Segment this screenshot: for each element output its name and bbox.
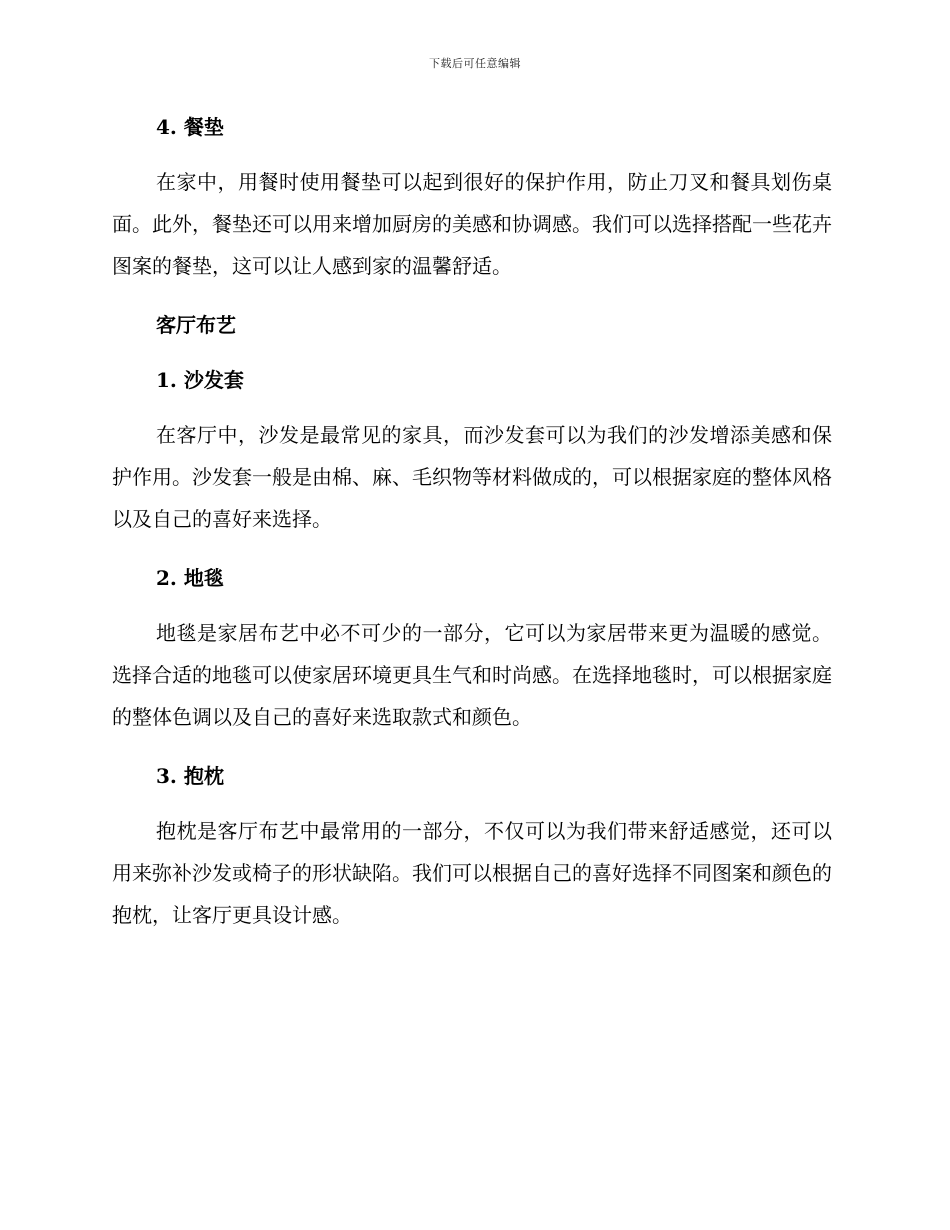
section-heading-pillow: 3. 抱枕 bbox=[156, 764, 224, 788]
section-paragraph-carpet: 地毯是家居布艺中必不可少的一部分，它可以为家居带来更为温暖的感觉。选择合适的地毯可以使家居环境更具生气和时尚感。在选择地毯时，可以根据家庭的整体色调以及自己的喜好来选取款式和颜色。 bbox=[112, 621, 832, 729]
section-heading-carpet: 2. 地毯 bbox=[156, 566, 224, 590]
section-heading-sofa-cover: 1. 沙发套 bbox=[156, 368, 244, 392]
section-paragraph-pillow: 抱枕是客厅布艺中最常用的一部分，不仅可以为我们带来舒适感觉，还可以用来弥补沙发或椅子的形状缺陷。我们可以根据自己的喜好选择不同图案和颜色的抱枕，让客厅更具设计感。 bbox=[112, 819, 832, 927]
document-body bbox=[112, 110, 832, 936]
category-heading-living-room-fabric: 客厅布艺 bbox=[156, 313, 236, 337]
section-paragraph-placemat: 在家中，用餐时使用餐垫可以起到很好的保护作用，防止刀叉和餐具划伤桌面。此外，餐垫还可以用来增加厨房的美感和协调感。我们可以选择搭配一些花卉图案的餐垫，这可以让人感到家的温馨舒适。 bbox=[112, 170, 832, 278]
page-header: 下载后可任意编辑 bbox=[429, 57, 521, 70]
section-paragraph-sofa-cover: 在客厅中，沙发是最常见的家具，而沙发套可以为我们的沙发增添美感和保护作用。沙发套一般是由棉、麻、毛织物等材料做成的，可以根据家庭的整体风格以及自己的喜好来选择。 bbox=[112, 423, 832, 531]
section-heading-placemat: 4. 餐垫 bbox=[156, 115, 224, 139]
